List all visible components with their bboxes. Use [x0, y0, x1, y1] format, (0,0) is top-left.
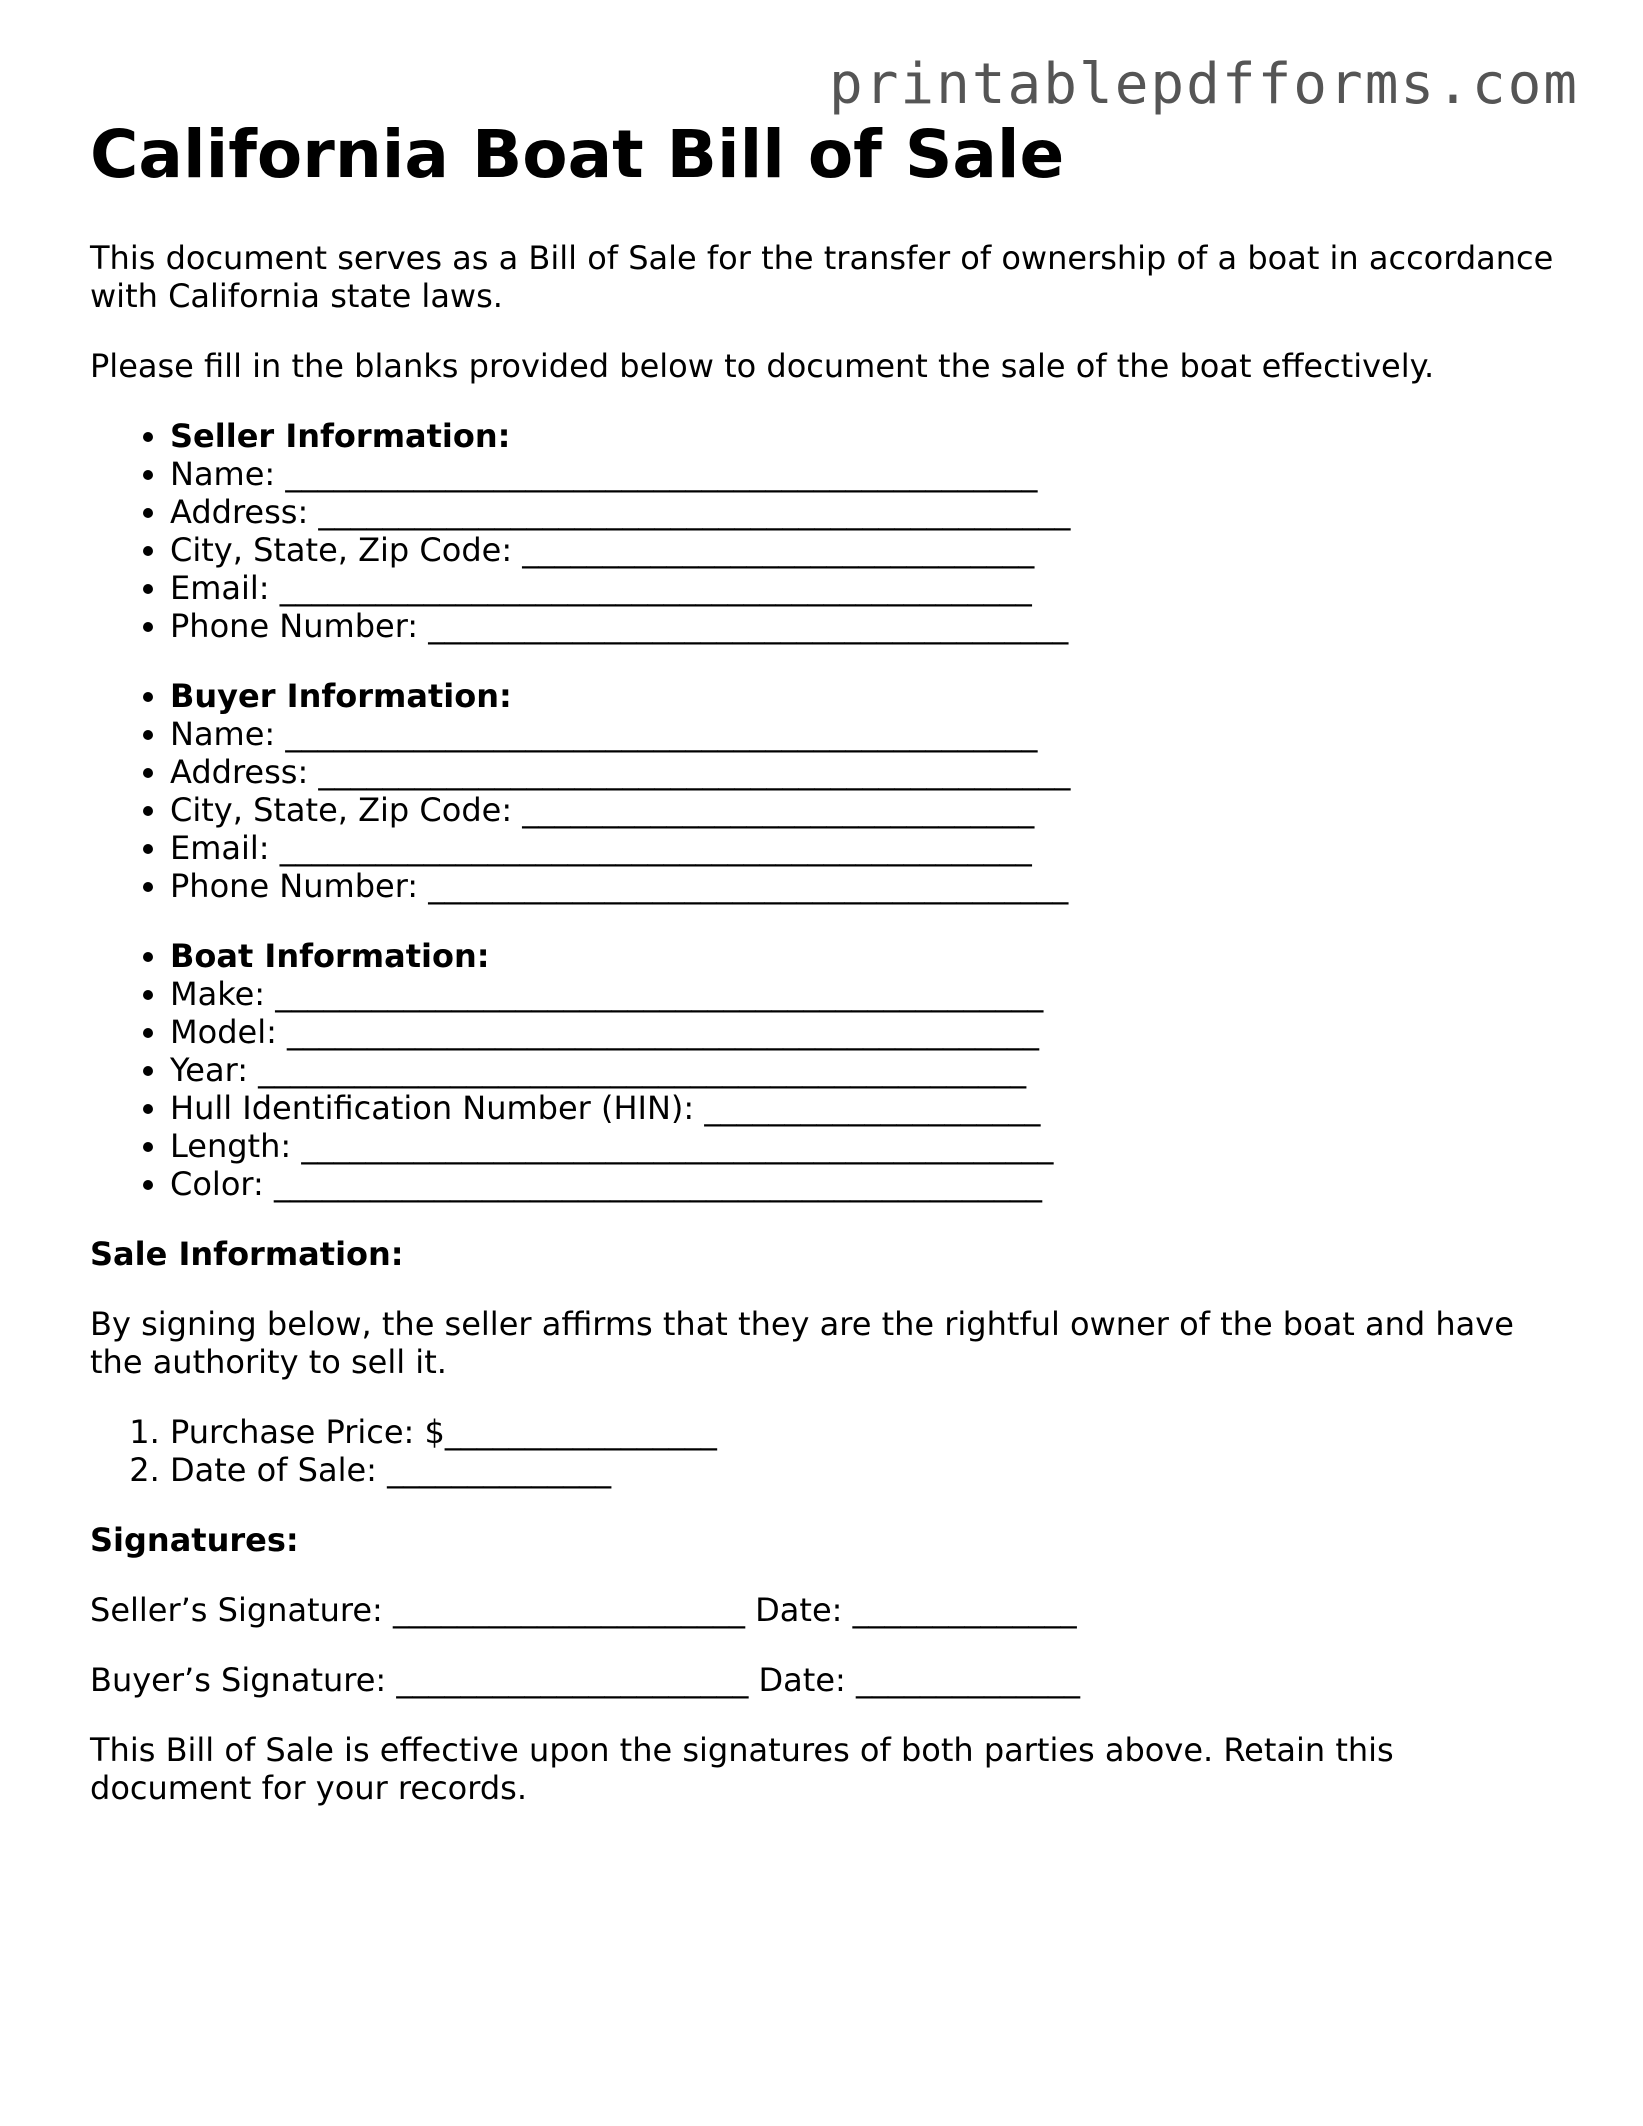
page-title: California Boat Bill of Sale: [90, 116, 1065, 193]
buyer-name-field[interactable]: • Name: _______________________________________________: [170, 715, 1560, 753]
seller-name-field[interactable]: • Name: _______________________________________________: [170, 455, 1560, 493]
buyer-address-field[interactable]: • Address: _______________________________________________: [170, 753, 1560, 791]
watermark: printablepdfforms.com: [828, 52, 1579, 117]
document-page: [90, 115, 1560, 1839]
boat-length-field[interactable]: • Length: _______________________________________________: [170, 1127, 1560, 1165]
buyer-phone-field[interactable]: • Phone Number: ________________________________________: [170, 867, 1560, 905]
boat-heading: • Boat Information:: [170, 937, 1560, 975]
seller-heading: • Seller Information:: [170, 417, 1560, 455]
boat-information-list: [90, 937, 1560, 1203]
sale-items-list: [90, 1413, 1560, 1489]
seller-address-field[interactable]: • Address: _______________________________________________: [170, 493, 1560, 531]
seller-city-state-zip-field[interactable]: • City, State, Zip Code: ________________________________: [170, 531, 1560, 569]
boat-year-field[interactable]: • Year: ________________________________________________: [170, 1051, 1560, 1089]
buyer-information-list: [90, 677, 1560, 905]
seller-signature-line[interactable]: Seller’s Signature: ______________________ Date: ______________: [90, 1591, 1077, 1629]
purchase-price-field[interactable]: 1. Purchase Price: $_________________: [170, 1413, 1560, 1451]
date-of-sale-field[interactable]: 2. Date of Sale: ______________: [170, 1451, 1560, 1489]
buyer-email-field[interactable]: • Email: _______________________________________________: [170, 829, 1560, 867]
buyer-heading: • Buyer Information:: [170, 677, 1560, 715]
buyer-city-state-zip-field[interactable]: • City, State, Zip Code: ________________________________: [170, 791, 1560, 829]
seller-email-field[interactable]: • Email: _______________________________________________: [170, 569, 1560, 607]
boat-hin-field[interactable]: • Hull Identification Number (HIN): _____________________: [170, 1089, 1560, 1127]
instructions-paragraph: Please fill in the blanks provided below to document the sale of the boat effectively.: [90, 347, 1435, 385]
seller-information-list: [90, 417, 1560, 645]
boat-model-field[interactable]: • Model: _______________________________________________: [170, 1013, 1560, 1051]
closing-paragraph: This Bill of Sale is effective upon the signatures of both parties above. Retain this document for your records.: [90, 1731, 1394, 1807]
sale-statement: By signing below, the seller affirms that they are the rightful owner of the boat and have the authority to sell it.: [90, 1305, 1514, 1381]
boat-color-field[interactable]: • Color: ________________________________________________: [170, 1165, 1560, 1203]
sale-heading: Sale Information:: [90, 1235, 404, 1273]
buyer-signature-line[interactable]: Buyer’s Signature: ______________________ Date: ______________: [90, 1661, 1080, 1699]
signatures-heading: Signatures:: [90, 1521, 299, 1559]
intro-paragraph: This document serves as a Bill of Sale for the transfer of ownership of a boat in accordance with California state laws.: [90, 239, 1554, 315]
boat-make-field[interactable]: • Make: ________________________________________________: [170, 975, 1560, 1013]
seller-phone-field[interactable]: • Phone Number: ________________________________________: [170, 607, 1560, 645]
